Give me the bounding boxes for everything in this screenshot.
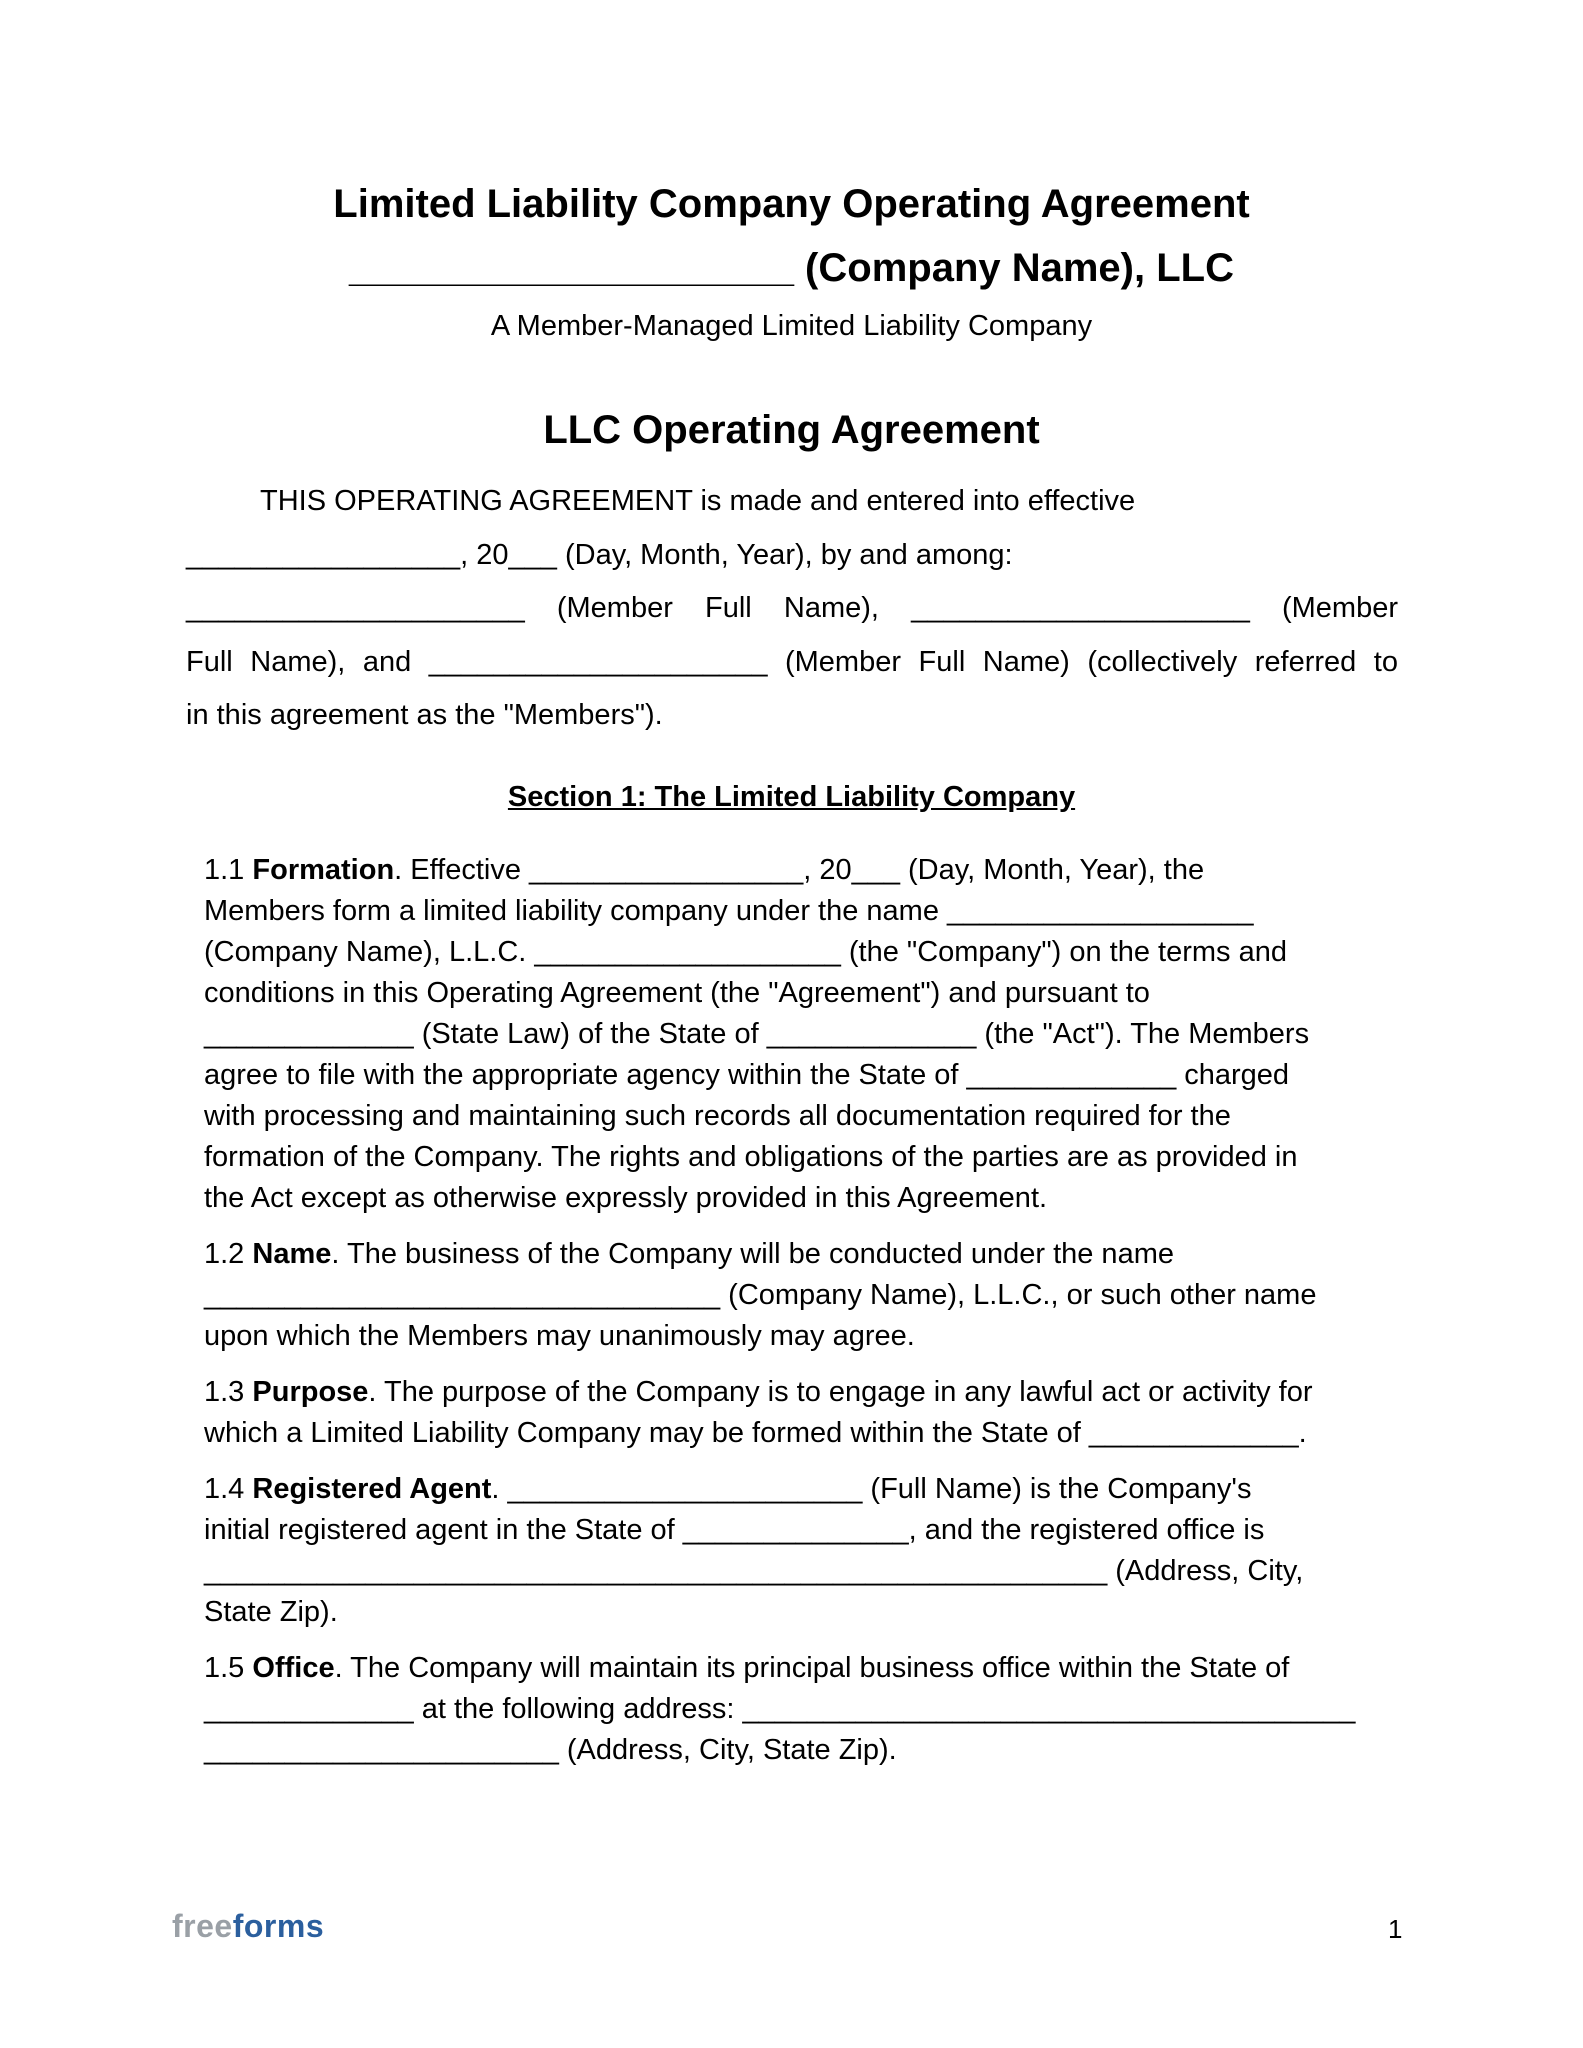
clause-line: conditions in this Operating Agreement (the "Agreement") and pursuant to <box>204 977 1150 1009</box>
document-subtitle: A Member-Managed Limited Liability Company <box>490 310 1093 342</box>
clause-number: 1.4 <box>204 1473 245 1505</box>
clause-registered-agent <box>204 1469 1400 1633</box>
logo-free-text: free <box>172 1908 233 1944</box>
clause-purpose <box>204 1372 1400 1454</box>
clause-text: . ______________________ (Full Name) is the Company's <box>491 1473 1252 1505</box>
clause-line: _____________ (State Law) of the State of _____________ (the "Act"). The Members <box>204 1018 1310 1050</box>
intro-line-4: Full Name), and _____________________ (Member Full Name) (collectively referred to <box>186 645 1398 678</box>
document-title: Limited Liability Company Operating Agreement <box>333 182 1250 226</box>
clause-line: initial registered agent in the State of ______________, and the registered office is <box>204 1514 1265 1546</box>
section-1-heading: Section 1: The Limited Liability Company <box>507 781 1076 813</box>
clause-line: agree to file with the appropriate agency within the State of _____________ charged <box>204 1059 1290 1091</box>
section-1-clauses <box>204 850 1400 1786</box>
freeforms-logo <box>172 1908 324 1945</box>
clause-text: . The business of the Company will be conducted under the name <box>331 1238 1174 1270</box>
clause-line: formation of the Company. The rights and obligations of the parties are as provided in <box>204 1141 1298 1173</box>
clause-line: the Act except as otherwise expressly provided in this Agreement. <box>204 1182 1048 1214</box>
clause-number: 1.2 <box>204 1238 245 1270</box>
company-name-line: ____________________ (Company Name), LLC <box>349 246 1234 290</box>
clause-text: . The purpose of the Company is to engage in any lawful act or activity for <box>368 1376 1313 1408</box>
clause-label: Purpose <box>252 1376 369 1408</box>
clause-first-line <box>204 1648 1400 1689</box>
intro-line-5: in this agreement as the "Members"). <box>186 699 663 731</box>
clause-line: State Zip). <box>204 1596 338 1628</box>
intro-paragraph <box>186 475 1398 743</box>
clause-line: (Company Name), L.L.C. ___________________ (the "Company") on the terms and <box>204 936 1287 968</box>
clause-number: 1.1 <box>204 854 245 886</box>
clause-line: which a Limited Liability Company may be formed within the State of _____________. <box>204 1417 1307 1449</box>
clause-label: Office <box>252 1652 335 1684</box>
clause-first-line <box>204 850 1400 891</box>
clause-first-line <box>204 1234 1400 1275</box>
clause-formation <box>204 850 1400 1219</box>
clause-text: . Effective _________________, 20___ (Day, Month, Year), the <box>394 854 1205 886</box>
clause-number: 1.3 <box>204 1376 245 1408</box>
clause-label: Name <box>252 1238 332 1270</box>
agreement-heading: LLC Operating Agreement <box>543 408 1040 452</box>
clause-line: ______________________ (Address, City, State Zip). <box>204 1734 897 1766</box>
page-number: 1 <box>1388 1914 1403 1944</box>
intro-line-1: THIS OPERATING AGREEMENT is made and entered into effective <box>260 485 1136 517</box>
clause-label: Formation <box>252 854 395 886</box>
clause-first-line <box>204 1372 1400 1413</box>
clause-line: upon which the Members may unanimously may agree. <box>204 1320 915 1352</box>
clause-line: ________________________________ (Company Name), L.L.C., or such other name <box>204 1279 1317 1311</box>
clause-line: _____________ at the following address: ______________________________________ <box>204 1693 1356 1725</box>
intro-line-3: _____________________ (Member Full Name), _____________________ (Member <box>186 592 1398 624</box>
logo-forms-text: forms <box>232 1908 325 1944</box>
clause-line: with processing and maintaining such records all documentation required for the <box>204 1100 1231 1132</box>
clause-label: Registered Agent <box>252 1473 492 1505</box>
clause-line: Members form a limited liability company under the name ___________________ <box>204 895 1254 927</box>
intro-line-2: _________________, 20___ (Day, Month, Year), by and among: <box>186 538 1013 571</box>
clause-line: ________________________________________________________ (Address, City, <box>204 1555 1304 1587</box>
clause-number: 1.5 <box>204 1652 245 1684</box>
clause-name <box>204 1234 1400 1357</box>
clause-office <box>204 1648 1400 1771</box>
clause-first-line <box>204 1469 1400 1510</box>
clause-text: . The Company will maintain its principal business office within the State of <box>334 1652 1290 1684</box>
